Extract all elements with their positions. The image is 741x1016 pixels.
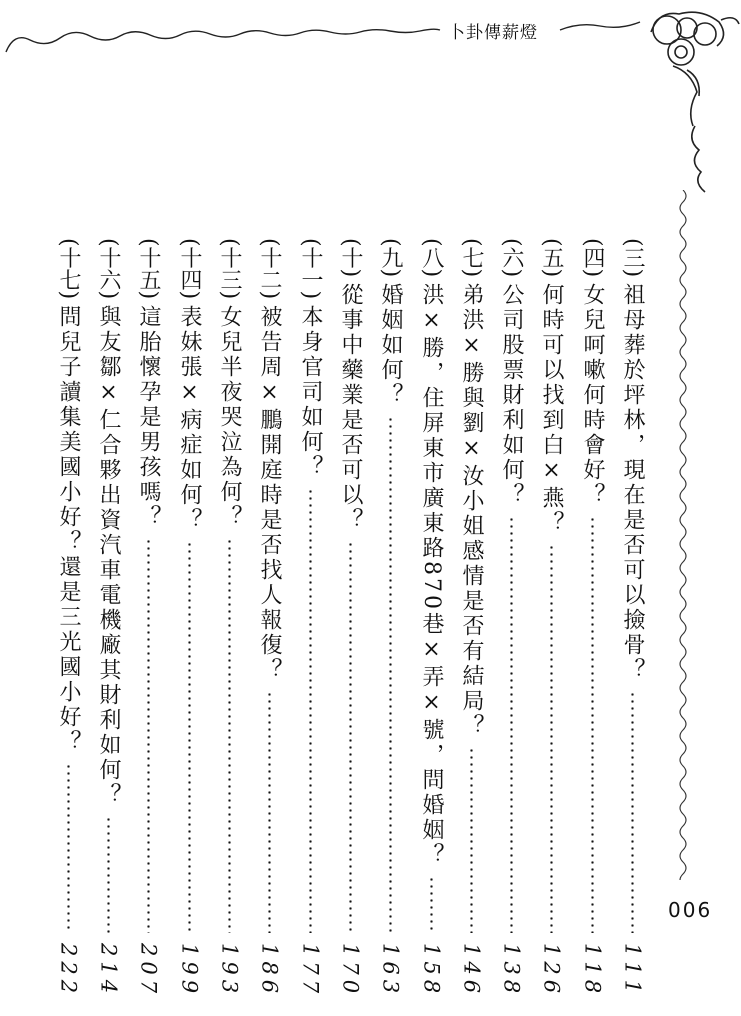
toc-entry-title: 女兒半夜哭泣為何？ <box>217 305 242 531</box>
toc-entry <box>572 238 612 998</box>
toc-entry-title: 女兒呵嗽何時會好？ <box>580 283 605 509</box>
toc-entry <box>451 238 491 998</box>
toc-entry-title: 婚姻如何？ <box>378 283 403 409</box>
toc-entry-title: 公司股票財利如何？ <box>499 283 524 509</box>
toc-entry-title: 何時可以找到白×燕？ <box>539 283 564 537</box>
toc-entry-title: 問兒子讀集美國小好？還是三光國小好？ <box>56 305 81 756</box>
corner-ornament-icon <box>621 0 741 200</box>
page-number: 006 <box>668 898 713 922</box>
toc-entry-page: 186 <box>257 942 282 998</box>
toc-entry-number: (六) <box>499 238 524 278</box>
toc-entry-title: 這胎懷孕是男孩嗎？ <box>136 305 161 531</box>
toc-entry-number: (九) <box>378 238 403 278</box>
toc-entry-page: 146 <box>459 942 484 998</box>
toc-entry <box>612 238 652 998</box>
book-title: 卜卦傳薪燈 <box>444 18 542 43</box>
toc-entry-title: 祖母葬於坪林，現在是否可以撿骨？ <box>620 283 645 684</box>
toc-entry <box>249 238 289 998</box>
toc-entry-number: (十六) <box>96 238 121 300</box>
toc-entry-page: 177 <box>298 942 323 998</box>
toc-entry-page: 222 <box>56 942 81 998</box>
toc-entry-number: (八) <box>419 238 444 278</box>
dot-leader <box>228 538 231 933</box>
toc-entry-number: (十一) <box>298 238 323 300</box>
toc-entry <box>88 238 128 998</box>
dot-leader <box>389 416 392 933</box>
toc-entry-page: 207 <box>136 942 161 998</box>
toc-entry-page: 199 <box>177 942 202 998</box>
toc-entry <box>491 238 531 998</box>
toc-entry <box>370 238 410 998</box>
toc-entry-page: 111 <box>620 942 645 998</box>
toc-entry-page: 158 <box>419 942 444 998</box>
dot-leader <box>591 516 594 933</box>
toc-entry-title: 被告周×鵬開庭時是否找人報復？ <box>257 305 282 684</box>
toc-entry-number: (三) <box>620 238 645 278</box>
toc-entry-number: (十七) <box>56 238 81 300</box>
toc-entry-title: 弟洪×勝與劉×汝小姐感情是否有結局？ <box>459 283 484 740</box>
toc-entry-title: 與友鄒×仁合夥出資汽車電機廠其財利如何？ <box>96 305 121 809</box>
toc-entry-title: 從事中藥業是否可以？ <box>338 283 363 534</box>
dot-leader <box>268 691 271 933</box>
toc-entry-number: (四) <box>580 238 605 278</box>
dot-leader <box>188 541 191 933</box>
dot-leader <box>309 488 312 933</box>
dot-leader <box>107 816 110 933</box>
toc-entry-number: (七) <box>459 238 484 278</box>
toc-entry-page: 126 <box>539 942 564 998</box>
dot-leader <box>147 538 150 933</box>
dot-leader <box>430 876 433 933</box>
toc-entry-page: 138 <box>499 942 524 998</box>
toc-entry <box>128 238 168 998</box>
toc-entry-page: 193 <box>217 942 242 998</box>
toc-entry <box>411 238 451 998</box>
toc-entry <box>209 238 249 998</box>
page-header <box>0 0 741 200</box>
toc-entry-number: (十二) <box>257 238 282 300</box>
toc-entry-title: 本身官司如何？ <box>298 305 323 481</box>
dot-leader <box>550 544 553 933</box>
toc-entry-number: (十四) <box>177 238 202 300</box>
right-border-wave <box>668 190 698 880</box>
toc-entry-number: (五) <box>539 238 564 278</box>
toc-entry-page: 163 <box>378 942 403 998</box>
dot-leader <box>510 516 513 933</box>
dot-leader <box>470 747 473 933</box>
toc-entry <box>531 238 571 998</box>
toc-entry-title: 洪×勝，住屏東市廣東路870巷×弄×號，問婚姻？ <box>419 283 444 869</box>
toc-entry-number: (十) <box>338 238 363 278</box>
dot-leader <box>67 763 70 933</box>
toc-entry-page: 118 <box>580 942 605 998</box>
toc-entry-number: (十三) <box>217 238 242 300</box>
toc-entry <box>169 238 209 998</box>
toc-entry <box>330 238 370 998</box>
toc-entry-page: 170 <box>338 942 363 998</box>
toc-entry <box>290 238 330 998</box>
toc-entry-title: 表妹張×病症如何？ <box>177 305 202 534</box>
toc-entry-number: (十五) <box>136 238 161 300</box>
toc-entry-page: 214 <box>96 942 121 998</box>
toc-entry <box>48 238 88 998</box>
dot-leader <box>349 541 352 933</box>
dot-leader <box>631 691 634 933</box>
